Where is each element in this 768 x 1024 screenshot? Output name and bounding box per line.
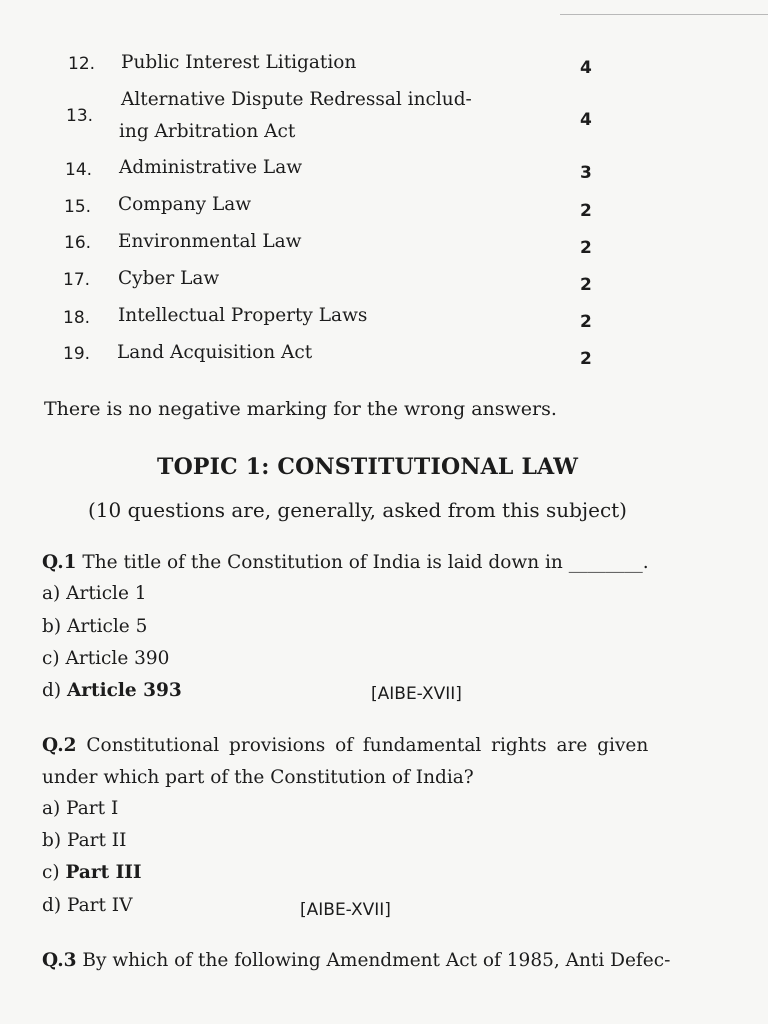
row-subject-line2: ing Arbitration Act xyxy=(119,121,296,142)
row-subject: Company Law xyxy=(118,194,252,215)
row-number: 12. xyxy=(68,54,96,74)
question-text-line2: under which part of the Constitution of India? xyxy=(42,767,474,788)
row-number: 13. xyxy=(66,106,94,126)
row-subject: Intellectual Property Laws xyxy=(118,305,368,326)
option-c xyxy=(42,862,142,884)
exam-source: [AIBE-XVII] xyxy=(300,900,391,920)
question-text xyxy=(42,552,649,574)
option-letter: b) xyxy=(42,616,62,637)
negative-marking-note: There is no negative marking for the wrong answers. xyxy=(44,398,557,420)
option-d xyxy=(42,895,132,917)
row-subject: Public Interest Litigation xyxy=(121,52,357,73)
option-letter: a) xyxy=(42,583,61,604)
question-number: Q.2 xyxy=(42,735,77,756)
row-subject: Environmental Law xyxy=(118,231,302,252)
exam-source: [AIBE-XVII] xyxy=(371,684,462,704)
option-b xyxy=(42,616,147,638)
option-letter: d) xyxy=(42,680,62,701)
topic-subtitle: (10 questions are, generally, asked from this subject) xyxy=(88,498,627,522)
question-3 xyxy=(42,950,670,972)
option-text: Article 1 xyxy=(66,583,147,604)
option-letter: a) xyxy=(42,798,61,819)
row-number: 17. xyxy=(63,270,91,290)
row-number: 19. xyxy=(63,344,91,364)
option-text-correct: Part III xyxy=(65,862,142,883)
option-text: Part II xyxy=(66,830,127,851)
option-text: Article 390 xyxy=(65,648,170,669)
option-text: Article 5 xyxy=(66,616,148,637)
option-a xyxy=(42,583,147,605)
option-text-correct: Article 393 xyxy=(66,680,182,701)
row-subject-line1: Alternative Dispute Redressal includ- xyxy=(121,89,472,110)
question-number: Q.3 xyxy=(42,950,77,971)
row-count: 4 xyxy=(580,110,592,130)
option-text: Part IV xyxy=(66,895,133,916)
row-count: 4 xyxy=(580,58,592,78)
question-stem: Constitutional provisions of fundamental rights are given xyxy=(86,735,649,756)
topic-title: TOPIC 1: CONSTITUTIONAL LAW xyxy=(157,454,579,480)
row-count: 2 xyxy=(580,275,592,295)
top-rule xyxy=(560,14,768,15)
row-number: 15. xyxy=(64,197,92,217)
row-count: 2 xyxy=(580,349,592,369)
option-a xyxy=(42,798,118,820)
row-subject: Land Acquisition Act xyxy=(117,342,313,363)
row-count: 2 xyxy=(580,238,592,258)
row-count: 2 xyxy=(580,312,592,332)
row-count: 3 xyxy=(580,163,592,183)
row-number: 18. xyxy=(63,308,91,328)
option-c xyxy=(42,648,169,670)
option-letter: c) xyxy=(42,862,60,883)
option-text: Part I xyxy=(66,798,119,819)
answer-blank: ________. xyxy=(568,552,649,573)
question-number: Q.1 xyxy=(42,552,77,573)
question-stem: By which of the following Amendment Act of 1985, Anti Defec- xyxy=(82,950,671,971)
option-d xyxy=(42,680,182,702)
option-letter: c) xyxy=(42,648,60,669)
row-number: 16. xyxy=(64,233,92,253)
question-stem: The title of the Constitution of India is laid down in xyxy=(82,552,563,573)
option-b xyxy=(42,830,126,852)
row-subject: Cyber Law xyxy=(118,268,220,289)
row-number: 14. xyxy=(65,160,93,180)
row-subject: Administrative Law xyxy=(119,157,303,178)
question-text-line1 xyxy=(42,735,648,757)
row-count: 2 xyxy=(580,201,592,221)
option-letter: b) xyxy=(42,830,62,851)
option-letter: d) xyxy=(42,895,62,916)
